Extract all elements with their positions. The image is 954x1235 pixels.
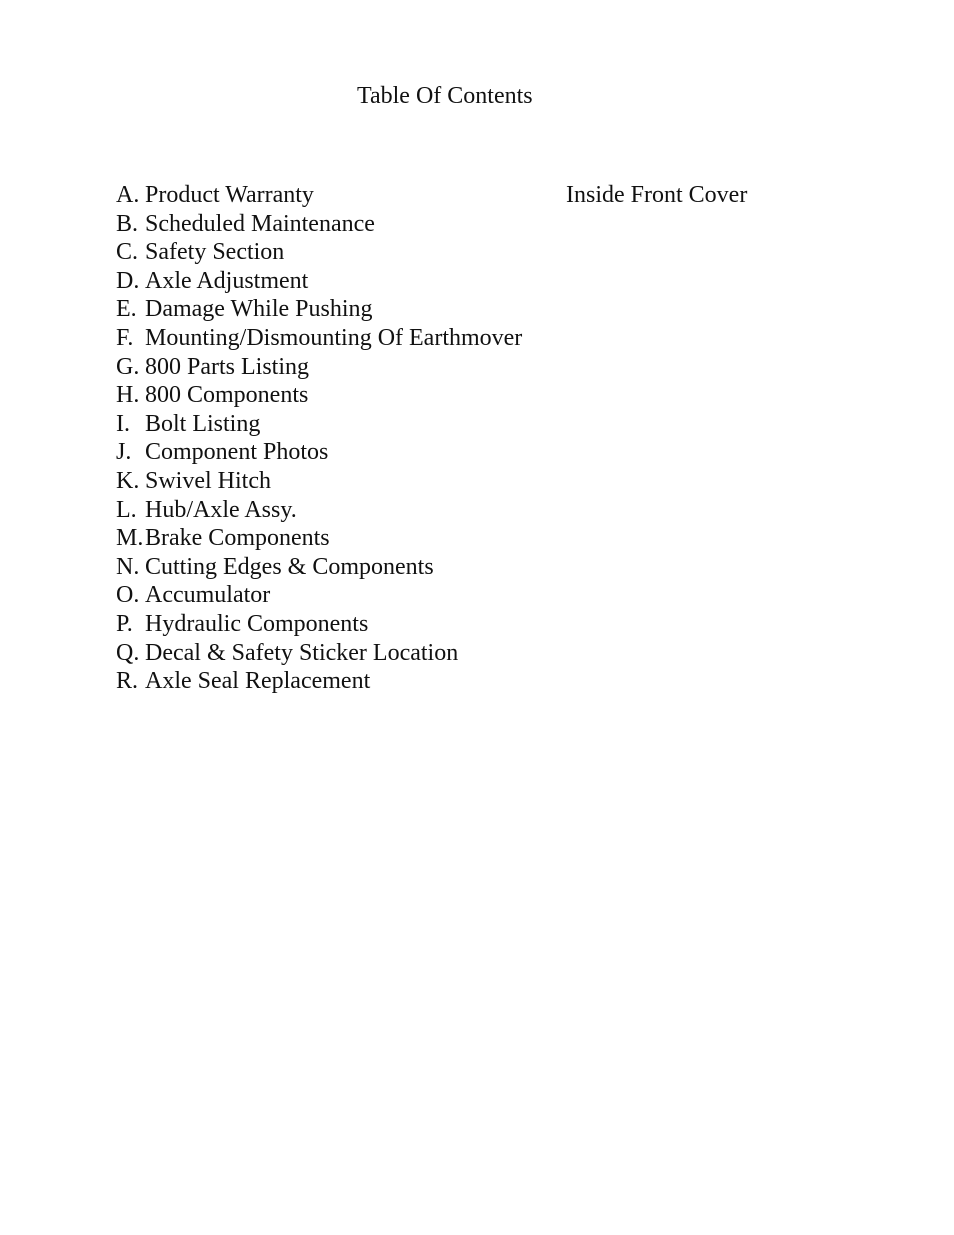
toc-title: Decal & Safety Sticker Location [145, 639, 459, 666]
toc-page-reference: Inside Front Cover [566, 182, 748, 208]
toc-letter: Q. [116, 639, 140, 666]
toc-title: Brake Components [145, 525, 330, 552]
toc-title: Axle Seal Replacement [145, 668, 371, 695]
toc-letter: E. [116, 296, 137, 323]
toc-title: Bolt Listing [145, 410, 261, 437]
toc-letter: B. [116, 210, 139, 237]
toc-letter: K. [116, 467, 140, 494]
toc-letter: L. [116, 496, 137, 523]
toc-letter: A. [116, 182, 140, 208]
toc-title: Product Warranty [145, 182, 314, 208]
toc-letter: G. [116, 353, 140, 380]
toc-letter: I. [116, 410, 130, 437]
toc-title: Safety Section [145, 239, 285, 266]
toc-letter: J. [116, 439, 132, 466]
page-title: Table Of Contents [357, 83, 533, 109]
toc-title: Accumulator [145, 582, 271, 609]
toc-letter: M. [116, 525, 144, 552]
toc-letter: R. [116, 668, 139, 695]
toc-letter: D. [116, 267, 140, 294]
toc-title: Hydraulic Components [145, 610, 369, 637]
toc-title: Scheduled Maintenance [145, 210, 375, 237]
toc-letter: F. [116, 324, 134, 351]
toc-letter: C. [116, 239, 139, 266]
toc-title: Component Photos [145, 439, 329, 466]
toc-title: Mounting/Dismounting Of Earthmover [145, 324, 523, 351]
toc-title: Damage While Pushing [145, 296, 373, 323]
toc-letter: P. [116, 610, 133, 637]
toc-title: Axle Adjustment [145, 267, 309, 294]
toc-letter: H. [116, 382, 140, 409]
toc-title: Hub/Axle Assy. [145, 496, 297, 523]
toc-title: 800 Components [145, 382, 309, 409]
toc-title: Swivel Hitch [145, 467, 271, 494]
toc-title: 800 Parts Listing [145, 353, 310, 380]
toc-letter: O. [116, 582, 140, 609]
toc-letter: N. [116, 553, 140, 580]
toc-title: Cutting Edges & Components [145, 553, 434, 580]
